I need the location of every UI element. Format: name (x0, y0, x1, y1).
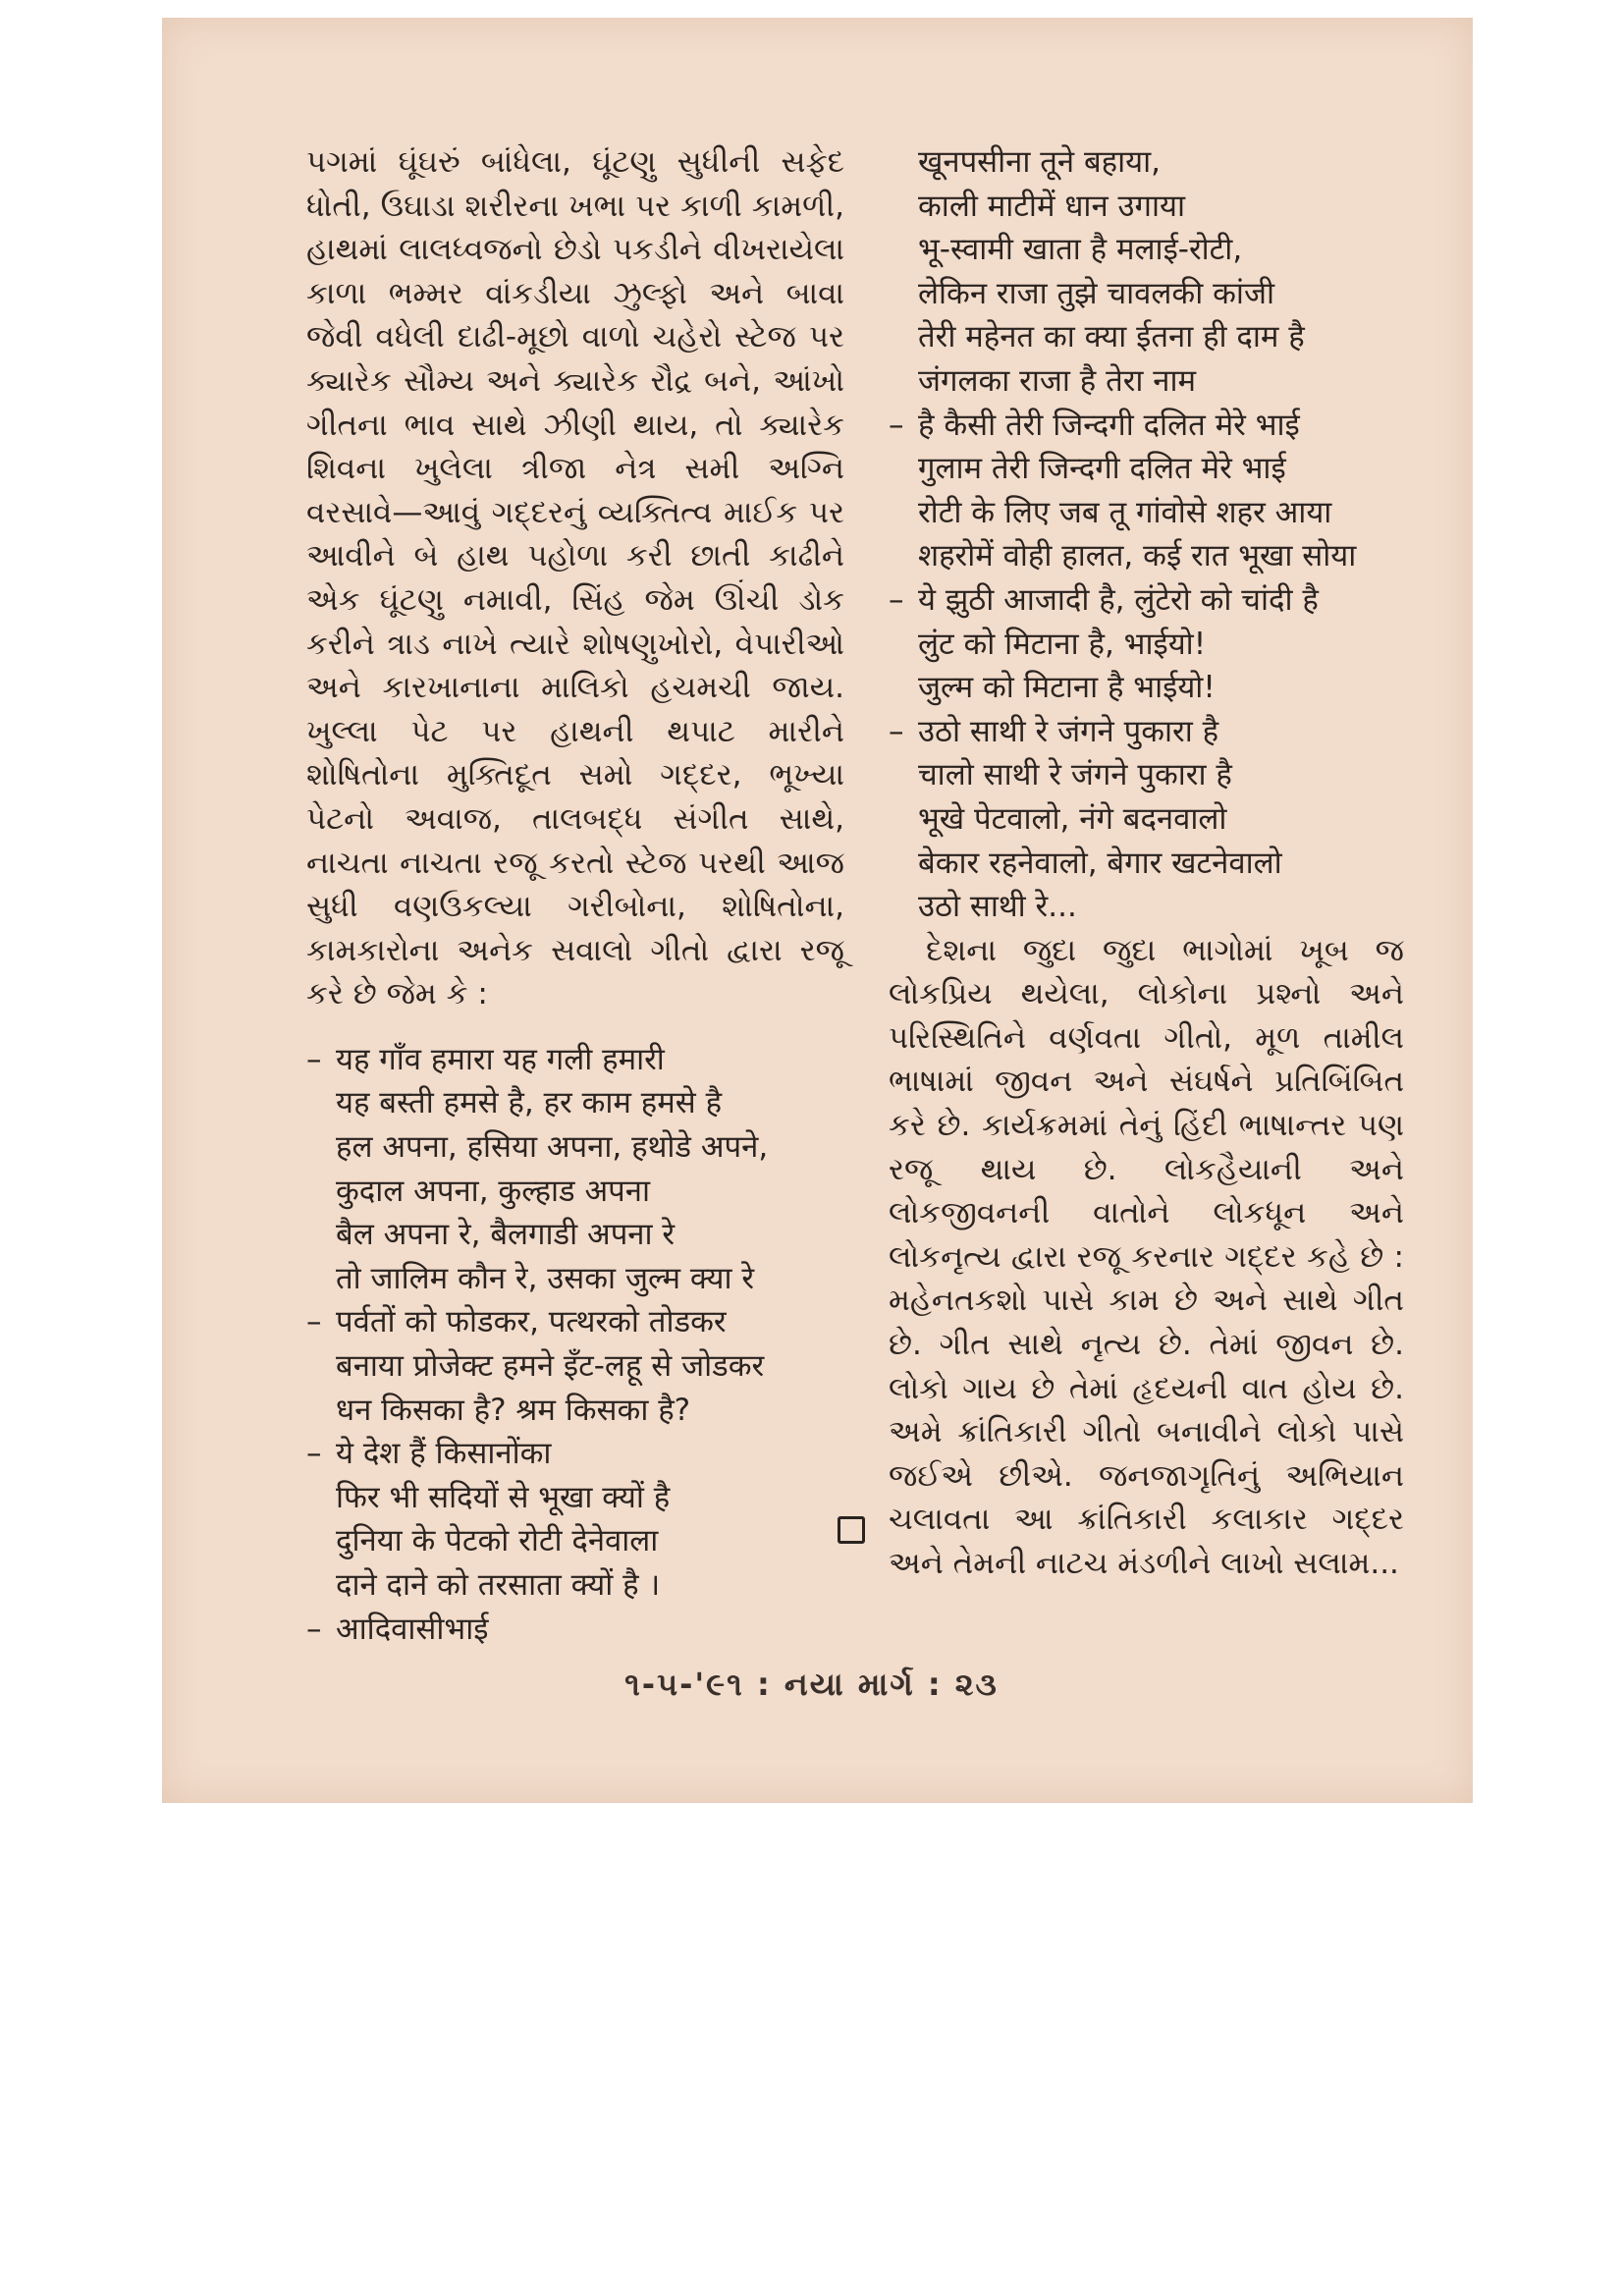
stanza-dash: – (306, 1436, 322, 1472)
poem-line: ये देश हैं किसानोंका (336, 1436, 552, 1472)
left-paragraph: પગમાં ઘૂંઘરું બાંધેલા, ઘૂંટણુ સુધીની સફેદ ધોતી, ઉઘાડા શરીરના ખભા પર કાળી કામળી, હાથમાં લાલધ્વજનો છેડો પકડીને વીખરાયેલા કાળા ભમ્મર વાંકડીયા ઝુલ્ફો અને બાવા જેવી વધેલી દાઢી-મૂછો વાળો ચહેરો સ્ટેજ પર ક્યારેક સૌમ્ય અને ક્યારેક રૌદ્ર બને, આંખો ગીતના ભાવ સાથે ઝીણી થાય, તો ક્યારેક શિવના ખુલેલા ત્રીજા નેત્ર સમી અગ્નિ વરસાવે—આવું ગદ્દરનું વ્યક્તિત્વ માઈક પર આવીને બે હાથ પહોળા કરી છાતી કાઢીને એક ઘૂંટણુ નમાવી, સિંહ જેમ ઊંચી ડોક કરીને ત્રાડ નાખે ત્યારે શોષણુખોરો, વેપારીઓ અને કારખાનાના માલિકો હચમચી જાય. ખુલ્લા પેટ પર હાથની થપાટ મારીને શોષિતોના મુક્તિદૂત સમો ગદ્દર, ભૂખ્યા પેટનો અવાજ, તાલબદ્ધ સંગીત સાથે, નાચતા નાચતા રજૂ કરતો સ્ટેજ પરથી આજ સુધી વણઉકલ્યા ગરીબોના, શોષિતોના, કામકારોના અનેક સવાલો ગીતો દ્વારા રજૂ કરે છે જેમ કે : (306, 144, 844, 1012)
poem-line: काली माटीमें धान उगाया (918, 188, 1185, 224)
left-poem (306, 1038, 844, 1651)
stanza-dash: – (889, 407, 904, 443)
poem-line: खूनपसीना तूने बहाया, (918, 144, 1162, 180)
stanza-lines (336, 1608, 844, 1652)
right-poem (889, 140, 1404, 929)
poem-line: भूखे पेटवालो, नंगे बदनवालो (918, 800, 1227, 837)
poem-line: यह बस्ती हमसे है, हर काम हमसे है (336, 1085, 723, 1121)
poem-line: रोटी के लिए जब तू गांवोसे शहर आया (918, 494, 1332, 530)
poem-line: शहरोमें वोही हालत, कई रात भूखा सोया (918, 538, 1357, 574)
stanza-lines (336, 1300, 844, 1432)
right-column (889, 140, 1404, 1586)
poem-line: यह गाँव हमारा यह गली हमारी (336, 1041, 665, 1077)
poem-stanza (306, 1608, 844, 1652)
poem-stanza (306, 1432, 844, 1607)
poem-line: उठो साथी रे... (918, 889, 1077, 925)
poem-line: बेकार रहनेवालो, बेगार खटनेवालो (918, 845, 1282, 881)
poem-line: लेकिन राजा तुझे चावलकी कांजी (918, 275, 1274, 311)
stanza-dash: – (889, 713, 904, 749)
stanza-lines (918, 578, 1404, 710)
stanza-lines (918, 404, 1404, 578)
stanza-dash: – (306, 1041, 322, 1077)
end-mark-box-icon (838, 1516, 865, 1544)
poem-line: कुदाल अपना, कुल्हाड अपना (336, 1173, 651, 1209)
poem-line: तो जालिम कौन रे, उसका जुल्म क्या रे (336, 1260, 755, 1296)
poem-stanza (889, 578, 1404, 710)
poem-line: जंगलका राजा है तेरा नाम (918, 362, 1197, 399)
poem-line: आदिवासीभाई (336, 1611, 489, 1647)
poem-line: फिर भी सदियों से भूखा क्यों है (336, 1479, 671, 1515)
poem-stanza (889, 140, 1404, 404)
page-footer: ૧-૫-'૯૧ : નયા માર્ગ : ૨૩ (624, 1666, 999, 1703)
poem-stanza (306, 1300, 844, 1432)
left-column (306, 140, 844, 1651)
stanza-dash: – (306, 1611, 322, 1647)
poem-line: जुल्म को मिटाना है भाईयो! (918, 670, 1216, 706)
poem-line: हल अपना, हसिया अपना, हथोडे अपने, (336, 1129, 769, 1166)
poem-line: बनाया प्रोजेक्ट हमने इँट-लहू से जोडकर (336, 1348, 765, 1385)
poem-stanza (306, 1038, 844, 1301)
right-paragraph: દેશના જુદા જુદા ભાગોમાં ખૂબ જ લોકપ્રિય થયેલા, લોકોના પ્રશ્નો અને પરિસ્થિતિને વર્ણવતા ગીતો, મૂળ તામીલ ભાષામાં જીવન અને સંઘર્ષને પ્રતિબિંબિત કરે છે. કાર્યક્રમમાં તેનું હિંદી ભાષાન્તર પણ રજૂ થાય છે. લોકહૈયાની અને લોકજીવનની વાતોને લોકધૂન અને લોકનૃત્ય દ્વારા રજૂ કરનાર ગદ્દર કહે છે : મહેનતકશો પાસે કામ છે અને સાથે ગીત છે. ગીત સાથે નૃત્ય છે. તેમાં જીવન છે. લોકો ગાય છે તેમાં હૃદયની વાત હોય છે. અમે ક્રાંતિકારી ગીતો બનાવીને લોકો પાસે જઈએ છીએ. જનજાગૃતિનું અભિયાન ચલાવતા આ ક્રાંતિકારી કલાકાર ગદ્દર અને તેમની નાટચ મંડળીને લાખો સલામ... (889, 932, 1404, 1581)
poem-line: धन किसका है? श्रम किसका है? (336, 1392, 691, 1428)
poem-line: है कैसी तेरी जिन्दगी दलित मेरे भाई (918, 407, 1300, 443)
poem-line: लुंट को मिटाना है, भाईयो! (918, 626, 1207, 662)
stanza-dash: – (889, 581, 904, 618)
stanza-lines (336, 1038, 844, 1301)
poem-line: तेरी महेनत का क्या ईतना ही दाम है (918, 319, 1305, 355)
poem-line: दुनिया के पेटको रोटी देनेवाला (336, 1523, 659, 1559)
poem-line: दाने दाने को तरसाता क्यों है । (336, 1567, 661, 1603)
stanza-dash: – (306, 1304, 322, 1340)
poem-line: पर्वतों को फोडकर, पत्थरको तोडकर (336, 1304, 727, 1340)
stanza-lines (336, 1432, 844, 1607)
poem-line: बैल अपना रे, बैलगाडी अपना रे (336, 1217, 676, 1253)
poem-line: गुलाम तेरी जिन्दगी दलित मेरे भाई (918, 451, 1286, 487)
stanza-dash (889, 140, 918, 404)
poem-stanza (889, 404, 1404, 578)
poem-line: भू-स्वामी खाता है मलाई-रोटी, (918, 232, 1243, 268)
poem-stanza (889, 710, 1404, 929)
poem-line: ये झुठी आजादी है, लुंटेरो को चांदी है (918, 581, 1319, 618)
poem-line: चालो साथी रे जंगने पुकारा है (918, 757, 1232, 793)
stanza-lines (918, 710, 1404, 929)
stanza-lines (918, 140, 1404, 404)
poem-line: उठो साथी रे जंगने पुकारा है (918, 713, 1219, 749)
